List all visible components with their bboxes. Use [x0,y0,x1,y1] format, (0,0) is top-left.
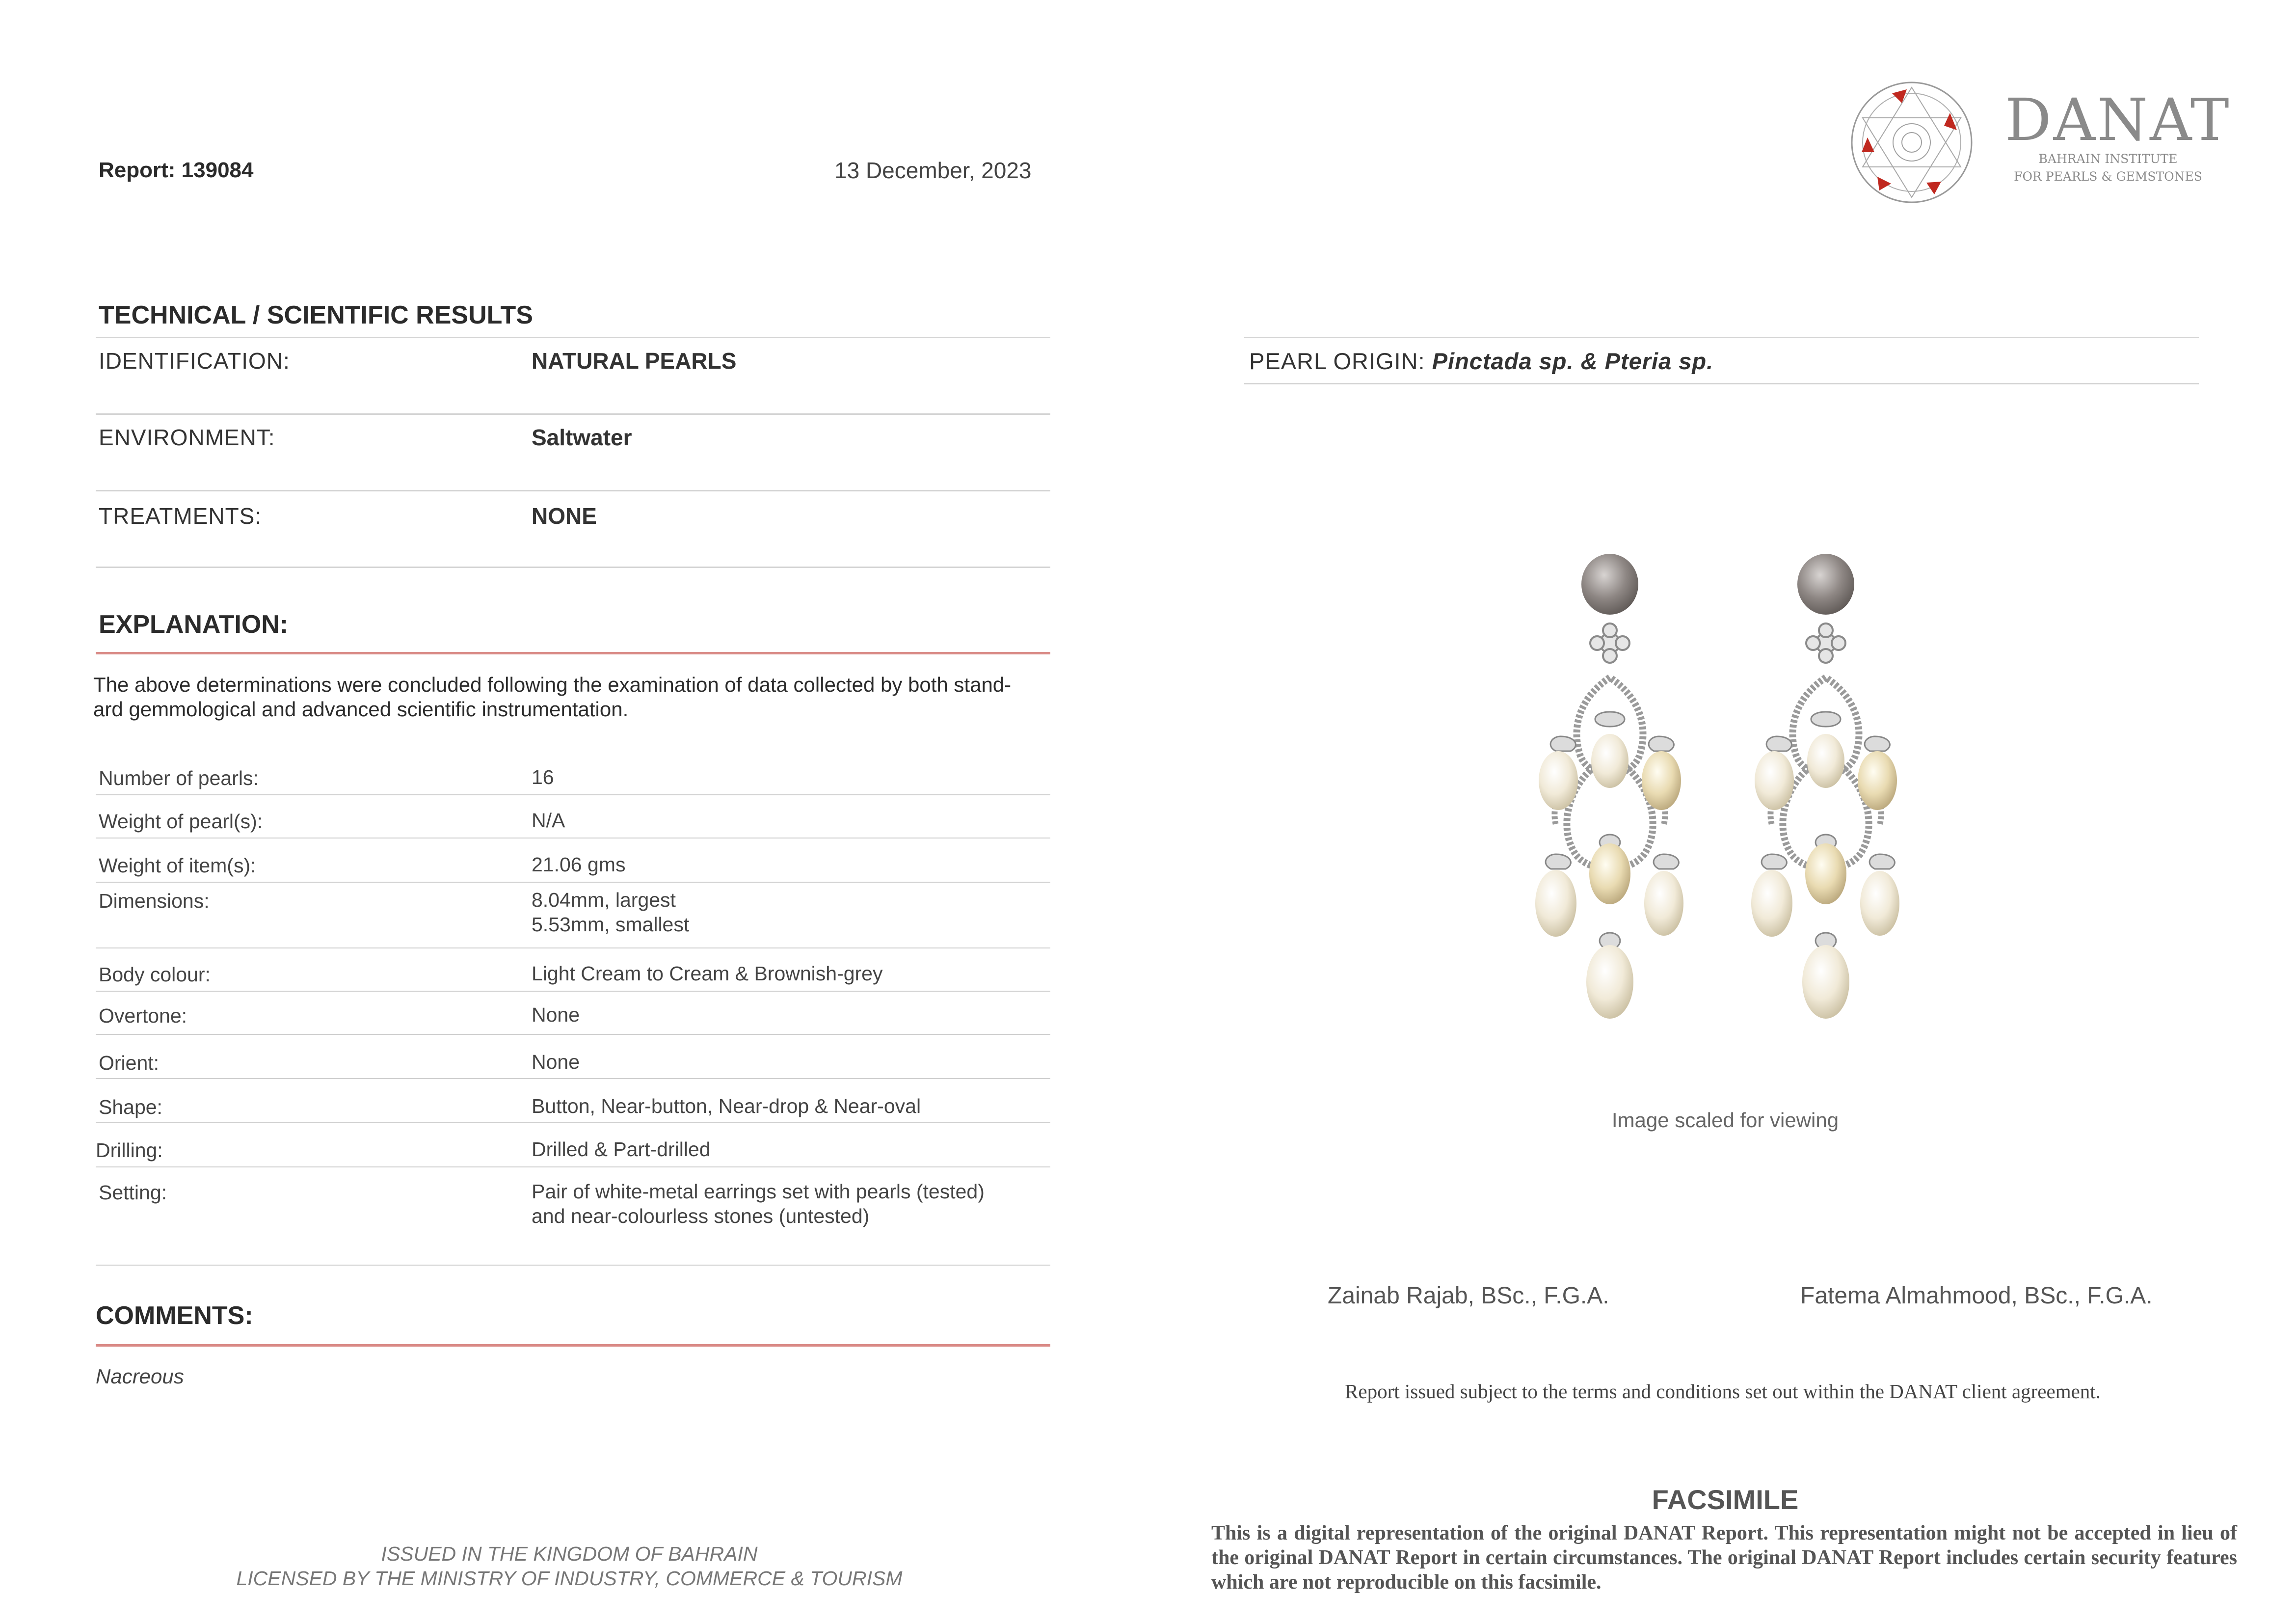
environment-label: ENVIRONMENT: [99,425,275,450]
detail-value: Light Cream to Cream & Brownish-grey [532,962,883,985]
divider [96,1034,1050,1035]
signature-right: Fatema Almahmood, BSc., F.G.A. [1800,1283,2153,1309]
treatments-value: NONE [532,503,597,529]
danat-logo-emblem [1848,79,1976,206]
divider [1244,383,2199,384]
divider [96,991,1050,992]
detail-value: None [532,1051,580,1073]
terms-notice: Report issued subject to the terms and conditions set out within the DANAT client agreement. [1345,1380,2101,1403]
logo-subtitle-line2: FOR PEARLS & GEMSTONES [2014,169,2202,184]
report-number: Report: 139084 [99,158,254,182]
divider [96,947,1050,948]
detail-value: Button, Near-button, Near-drop & Near-oval [532,1095,921,1117]
issued-line2: LICENSED BY THE MINISTRY OF INDUSTRY, COMMERCE & TOURISM [236,1567,903,1590]
detail-value [532,888,689,937]
divider [96,1078,1050,1079]
divider [1244,337,2199,338]
detail-value: Drilled & Part-drilled [532,1138,711,1161]
image-caption: Image scaled for viewing [1611,1109,1839,1132]
pearl-origin-label: PEARL ORIGIN: [1249,348,1425,374]
environment-value: Saltwater [532,425,632,450]
detail-value [532,1179,985,1228]
detail-value: 16 [532,766,554,788]
detail-value: 21.06 gms [532,853,626,876]
pearl-origin [1249,348,1713,375]
detail-label: Body colour: [99,963,211,986]
detail-label: Number of pearls: [99,767,259,789]
detail-label: Drilling: [96,1139,163,1162]
explanation-text [93,673,1075,722]
report-date: 13 December, 2023 [834,158,1032,183]
detail-label: Setting: [99,1181,167,1204]
explanation-title: EXPLANATION: [99,610,289,639]
dimensions-largest: 8.04mm, largest [532,889,676,911]
explanation-divider [96,652,1050,654]
facsimile-text: This is a digital representation of the original DANAT Report. This representation might not be accepted in lieu of the original DANAT Report in certain circumstances. The original DANAT Report includes certain security features which are not reproducible on this facsimile. [1211,1522,2237,1594]
danat-logo-subtitle [2005,150,2211,186]
divider [96,1166,1050,1167]
dimensions-smallest: 5.53mm, smallest [532,913,690,936]
comments-text: Nacreous [96,1365,184,1388]
setting-line1: Pair of white-metal earrings set with pearls (tested) [532,1180,985,1203]
comments-title: COMMENTS: [96,1301,253,1330]
danat-logo-wordmark: DANAT [2005,86,2231,154]
divider [96,413,1050,415]
detail-label: Orient: [99,1052,160,1074]
logo-subtitle-line1: BAHRAIN INSTITUTE [2038,152,2178,166]
detail-label: Weight of pearl(s): [99,810,263,833]
detail-label: Weight of item(s): [99,854,256,877]
detail-label: Shape: [99,1096,162,1118]
pearl-origin-value: Pinctada sp. & Pteria sp. [1432,348,1714,374]
signature-left: Zainab Rajab, BSc., F.G.A. [1328,1283,1609,1309]
divider [96,838,1050,839]
divider [96,337,1050,338]
detail-label: Overtone: [99,1004,187,1027]
detail-value: N/A [532,809,565,832]
setting-line2: and near-colourless stones (untested) [532,1205,870,1227]
treatments-label: TREATMENTS: [99,503,262,529]
pearl-earrings-image [1487,540,1958,1070]
facsimile-title: FACSIMILE [1652,1484,1799,1515]
identification-value: NATURAL PEARLS [532,348,737,374]
divider [96,490,1050,491]
explanation-text-line1: The above determinations were concluded following the examination of data collected by both stand- [93,673,1012,696]
identification-label: IDENTIFICATION: [99,348,290,374]
technical-results-title: TECHNICAL / SCIENTIFIC RESULTS [99,301,533,329]
divider [96,567,1050,568]
comments-divider [96,1344,1050,1347]
explanation-text-line2: ard gemmological and advanced scientific instrumentation. [93,698,629,721]
divider [96,794,1050,795]
issued-notice [177,1542,962,1591]
detail-value: None [532,1003,580,1026]
divider [96,882,1050,883]
divider [96,1265,1050,1266]
issued-line1: ISSUED IN THE KINGDOM OF BAHRAIN [381,1542,758,1565]
divider [96,1122,1050,1123]
detail-label: Dimensions: [99,890,210,912]
